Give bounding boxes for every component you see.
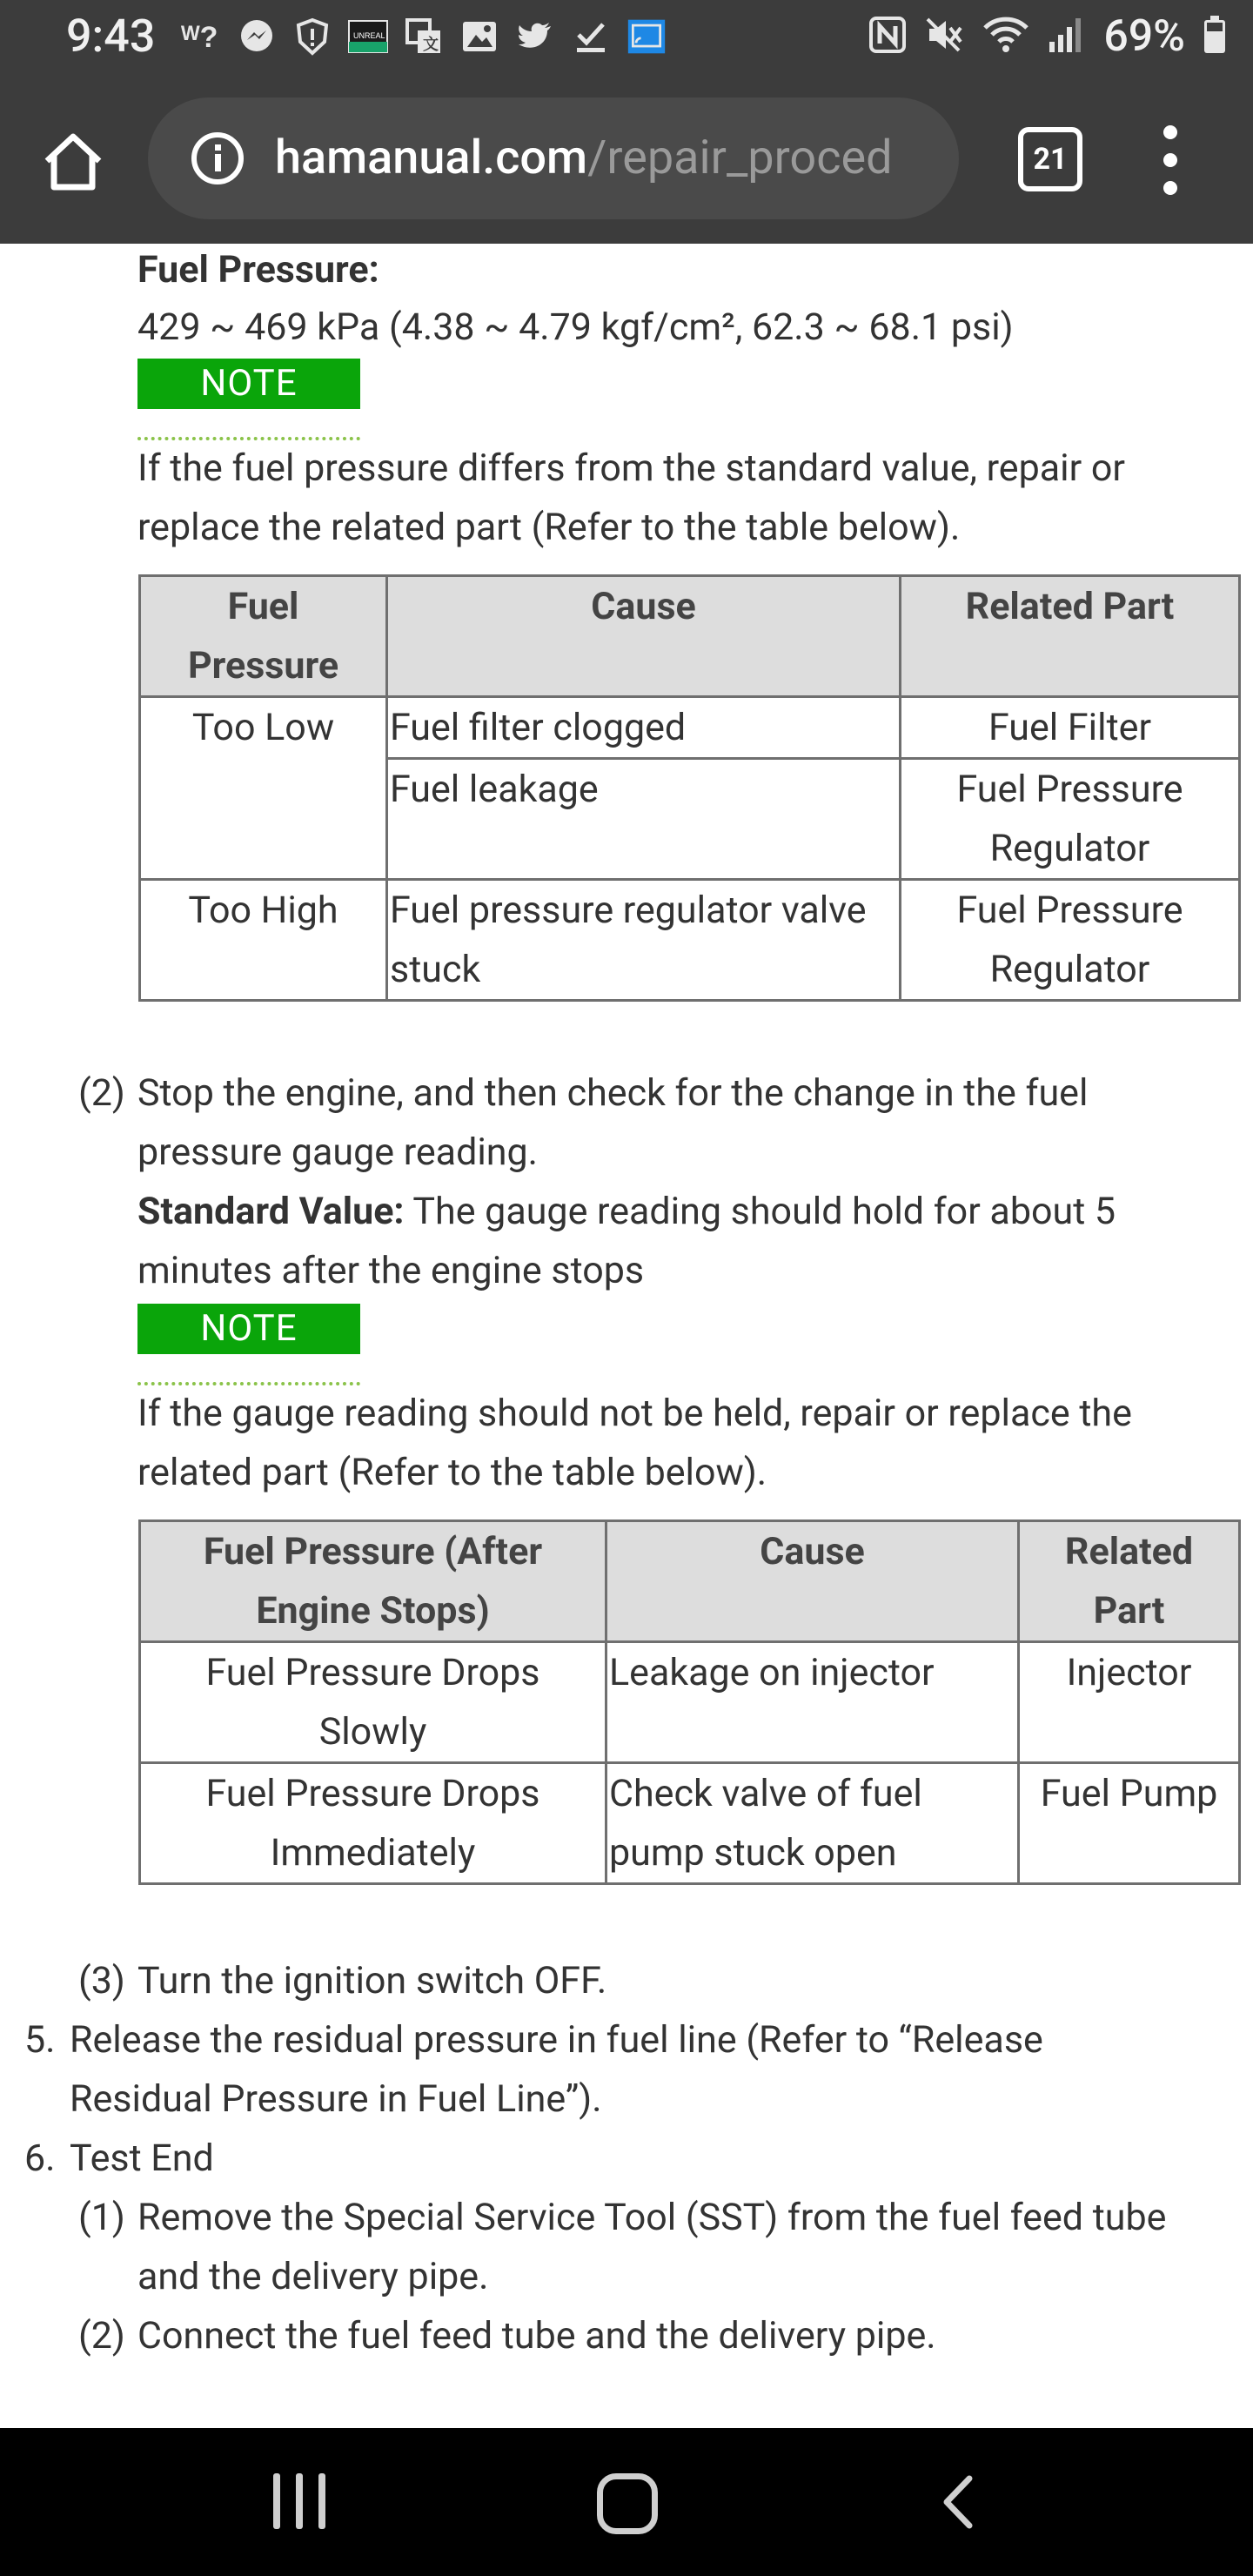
note-text: replace the related part (Refer to the table below). xyxy=(137,506,961,549)
signal-icon xyxy=(1048,16,1086,57)
table-row xyxy=(140,1642,1240,1763)
home-nav-button[interactable] xyxy=(597,2473,658,2534)
step-marker: (3) xyxy=(78,1959,125,2002)
column-header: Related Part xyxy=(1019,1521,1240,1642)
gallery-icon xyxy=(459,17,499,57)
unreal-app-icon xyxy=(348,17,388,57)
table-cell: Fuel Pressure Drops Immediately xyxy=(140,1763,606,1884)
table-cell: Fuel Pressure Regulator xyxy=(901,759,1240,880)
nfc-icon xyxy=(868,16,907,57)
table-cell: Too Low xyxy=(140,697,387,880)
address-bar[interactable] xyxy=(148,97,959,219)
url-host: hamanual.com xyxy=(275,131,588,185)
recents-icon xyxy=(273,2473,280,2529)
navigation-bar xyxy=(0,2428,1253,2576)
note-badge: NOTE xyxy=(137,1304,360,1354)
wifi-icon xyxy=(982,16,1030,57)
step-text: and the delivery pipe. xyxy=(137,2255,489,2298)
standard-value-text: The gauge reading should hold for about 5 xyxy=(404,1190,1116,1233)
back-button[interactable] xyxy=(931,2472,992,2532)
cast-icon xyxy=(626,17,667,57)
browser-toolbar xyxy=(0,73,1253,244)
list-item-text: Release the residual pressure in fuel line (Refer to “Release xyxy=(70,2018,1043,2062)
status-bar xyxy=(0,0,1253,73)
menu-dot xyxy=(1163,181,1177,195)
fuel-pressure-value: 429 ~ 469 kPa (4.38 ~ 4.79 kgf/cm², 62.3 ~ 68.1 psi) xyxy=(137,305,1014,349)
table-cell: Check valve of fuel pump stuck open xyxy=(606,1763,1019,1884)
shield-alert-icon xyxy=(292,17,332,57)
column-header: Cause xyxy=(606,1521,1019,1642)
mute-icon xyxy=(924,16,964,57)
gauge-reading-table xyxy=(138,1519,1241,1885)
menu-dot xyxy=(1163,153,1177,167)
site-info-icon[interactable] xyxy=(190,131,245,186)
standard-value-label: Standard Value: xyxy=(137,1190,405,1233)
svg-text:文: 文 xyxy=(423,36,439,53)
table-cell: Fuel pressure regulator valve stuck xyxy=(387,880,901,1001)
battery-percent: 69% xyxy=(1103,11,1185,62)
more-menu-button[interactable] xyxy=(1149,125,1192,195)
svg-text:UNREAL: UNREAL xyxy=(353,31,385,40)
recents-icon xyxy=(296,2473,303,2529)
step-marker: (2) xyxy=(78,2314,125,2358)
note-text: If the gauge reading should not be held, repair or replace the xyxy=(137,1392,1132,1435)
step-text: Connect the fuel feed tube and the delivery pipe. xyxy=(137,2314,936,2358)
twitter-icon xyxy=(515,17,555,57)
list-item-text: Test End xyxy=(70,2137,214,2180)
table-cell: Fuel Pressure Regulator xyxy=(901,880,1240,1001)
system-status-icons xyxy=(868,10,1227,63)
column-header: Cause xyxy=(387,576,901,697)
step-marker: (1) xyxy=(78,2196,125,2239)
messenger-icon xyxy=(237,17,277,57)
recents-button[interactable] xyxy=(273,2473,325,2529)
svg-text:ᵂ?: ᵂ? xyxy=(181,21,218,54)
column-header: Related Part xyxy=(901,576,1240,697)
column-header: Fuel Pressure (After Engine Stops) xyxy=(140,1521,606,1642)
standard-value-text: minutes after the engine stops xyxy=(137,1249,645,1292)
table-cell: Fuel Pump xyxy=(1019,1763,1240,1884)
table-header-row xyxy=(140,1521,1240,1642)
step-marker: (2) xyxy=(78,1071,125,1115)
menu-dot xyxy=(1163,125,1177,139)
download-done-icon xyxy=(571,17,611,57)
tab-switcher-button[interactable]: 21 xyxy=(1018,127,1082,191)
note-text: related part (Refer to the table below). xyxy=(137,1451,767,1494)
list-marker: 5. xyxy=(24,2018,56,2062)
table-cell: Fuel Filter xyxy=(901,697,1240,759)
table-header-row xyxy=(140,576,1240,697)
list-item-text: Residual Pressure in Fuel Line”). xyxy=(70,2077,602,2121)
table-cell: Too High xyxy=(140,880,387,1001)
table-cell: Fuel leakage xyxy=(387,759,901,880)
url-text[interactable] xyxy=(275,127,936,190)
url-path: /repair_proced xyxy=(587,131,893,185)
notification-icons xyxy=(181,14,667,59)
step-text: Remove the Special Service Tool (SST) from the fuel feed tube xyxy=(137,2196,1167,2239)
table-cell: Injector xyxy=(1019,1642,1240,1763)
home-icon xyxy=(42,131,104,192)
fuel-pressure-table xyxy=(138,574,1241,1002)
step-text: Turn the ignition switch OFF. xyxy=(137,1959,607,2002)
note-badge: NOTE xyxy=(137,359,360,409)
home-button[interactable] xyxy=(35,124,111,200)
list-marker: 6. xyxy=(24,2137,56,2180)
table-cell: Fuel filter clogged xyxy=(387,697,901,759)
standard-value xyxy=(137,1182,1116,1241)
translate-icon xyxy=(404,17,444,57)
recents-icon xyxy=(318,2473,325,2529)
clock: 9:43 xyxy=(66,10,156,63)
step-text: Stop the engine, and then check for the change in the fuel xyxy=(137,1071,1089,1115)
battery-icon xyxy=(1203,15,1227,58)
fuel-pressure-label: Fuel Pressure: xyxy=(137,248,379,292)
table-cell: Leakage on injector xyxy=(606,1642,1019,1763)
note-text: If the fuel pressure differs from the standard value, repair or xyxy=(137,446,1125,490)
manual-content xyxy=(0,244,1253,2428)
table-cell: Fuel Pressure Drops Slowly xyxy=(140,1642,606,1763)
table-row xyxy=(140,1763,1240,1884)
table-row xyxy=(140,880,1240,1001)
column-header: Fuel Pressure xyxy=(140,576,387,697)
step-text: pressure gauge reading. xyxy=(137,1130,539,1174)
wifi-calling-icon xyxy=(181,17,221,57)
table-row xyxy=(140,697,1240,759)
